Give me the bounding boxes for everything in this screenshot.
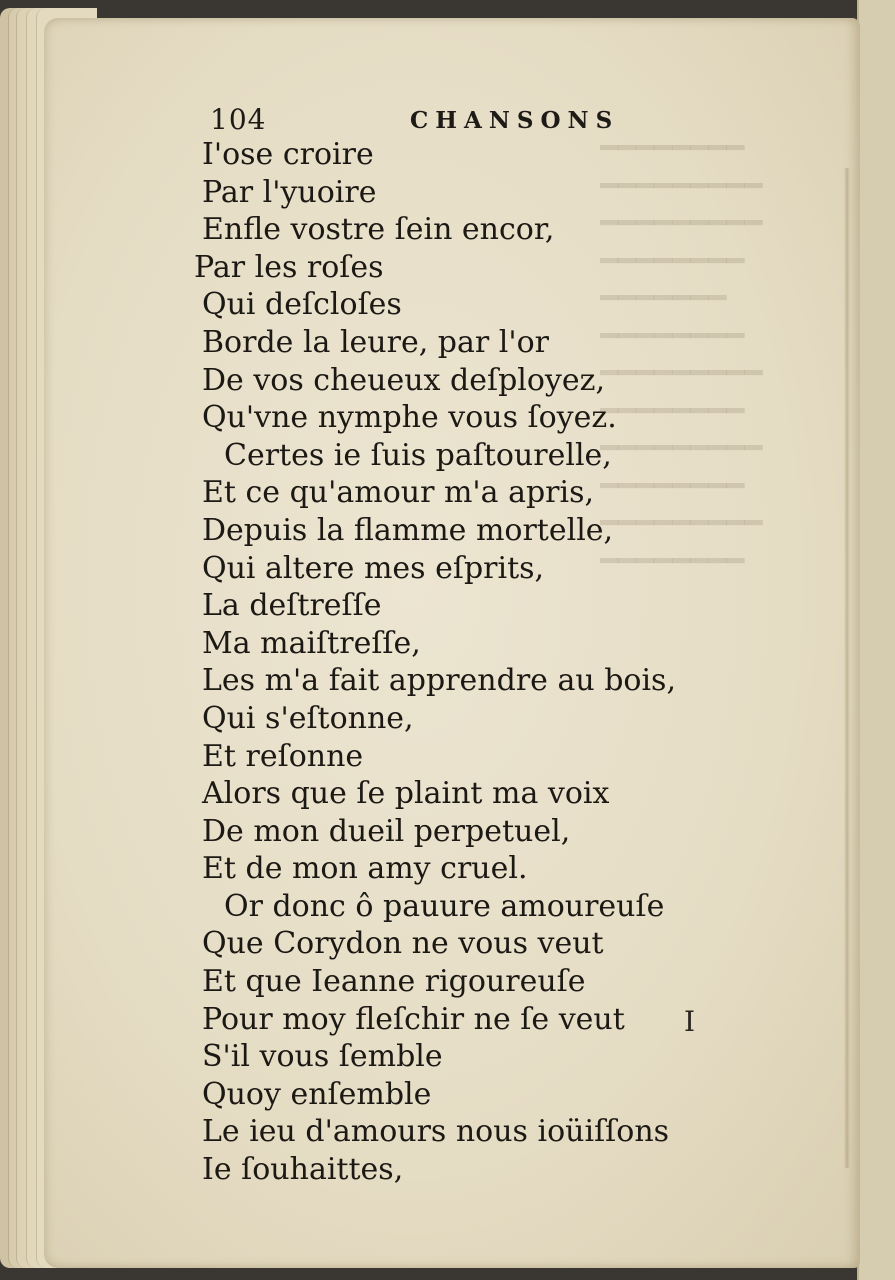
verse-line: La deſtreſſe: [202, 588, 382, 624]
verse-text: [188, 136, 676, 1189]
verse-line: Et que Ieanne rigoureuſe: [202, 964, 586, 1000]
verse-line: Ie ſouhaittes,: [202, 1152, 404, 1188]
verse-line: Qu'vne nymphe vous ſoyez.: [202, 400, 617, 436]
verse-line: S'il vous ſemble: [202, 1039, 443, 1075]
verse-line: Et ce qu'amour m'a apris,: [202, 475, 595, 511]
verse-line: Et reſonne: [202, 738, 364, 774]
verse-line: Les m'a fait apprendre au bois,: [202, 663, 676, 699]
verse-line: Depuis la flamme mortelle,: [202, 512, 614, 548]
verse-line: Borde la leure, par l'or: [202, 324, 550, 360]
verse-line: Qui deſcloſes: [202, 287, 402, 323]
verse-line: Pour moy fleſchir ne ſe veut: [202, 1001, 625, 1037]
verse-line: Par l'yuoire: [202, 174, 377, 210]
bleed-through-texture: ━━━━━━━━ ━━━━━━━━━ ━━━━━━━━━ ━━━━━━━━ ━━━━━━━ ━━━━━━━━ ━━━━━━━━━ ━━━━━━━━ ━━━━━━━━━ ━━━━━━━━ ━━━━━━━━━ ━━━━━━━━: [600, 131, 763, 579]
verse-line: Par les roſes: [194, 249, 384, 285]
running-title: CHANSONS: [410, 107, 620, 134]
verse-line: Ma maiſtreſſe,: [202, 625, 421, 661]
verse-line: Certes ie ſuis paſtourelle,: [224, 437, 612, 473]
verse-line: De vos cheueux deſployez,: [202, 362, 605, 398]
page-number: 104: [210, 103, 267, 136]
verse-line: Et de mon amy cruel.: [202, 851, 528, 887]
verse-line: Quoy enſemble: [202, 1076, 432, 1112]
verse-line: I'ose croire: [202, 137, 374, 172]
verse-line: Le ieu d'amours nous ioüiſſons: [202, 1114, 670, 1150]
verse-line: Qui altere mes eſprits,: [202, 550, 545, 586]
page-fold-shadow: [844, 168, 850, 1168]
signature-mark: I: [684, 1005, 696, 1038]
verse-line: Alors que ſe plaint ma voix: [202, 776, 610, 812]
page-header: [210, 103, 630, 139]
adjacent-page-edge: [857, 0, 895, 1280]
verse-line: Qui s'eſtonne,: [202, 700, 414, 736]
verse-line: De mon dueil perpetuel,: [202, 813, 571, 849]
verse-line: Enfle vostre ſein encor,: [202, 212, 555, 248]
verse-line: Or donc ô pauure amoureuſe: [224, 888, 665, 924]
verse-line: Que Corydon ne vous veut: [202, 926, 604, 962]
